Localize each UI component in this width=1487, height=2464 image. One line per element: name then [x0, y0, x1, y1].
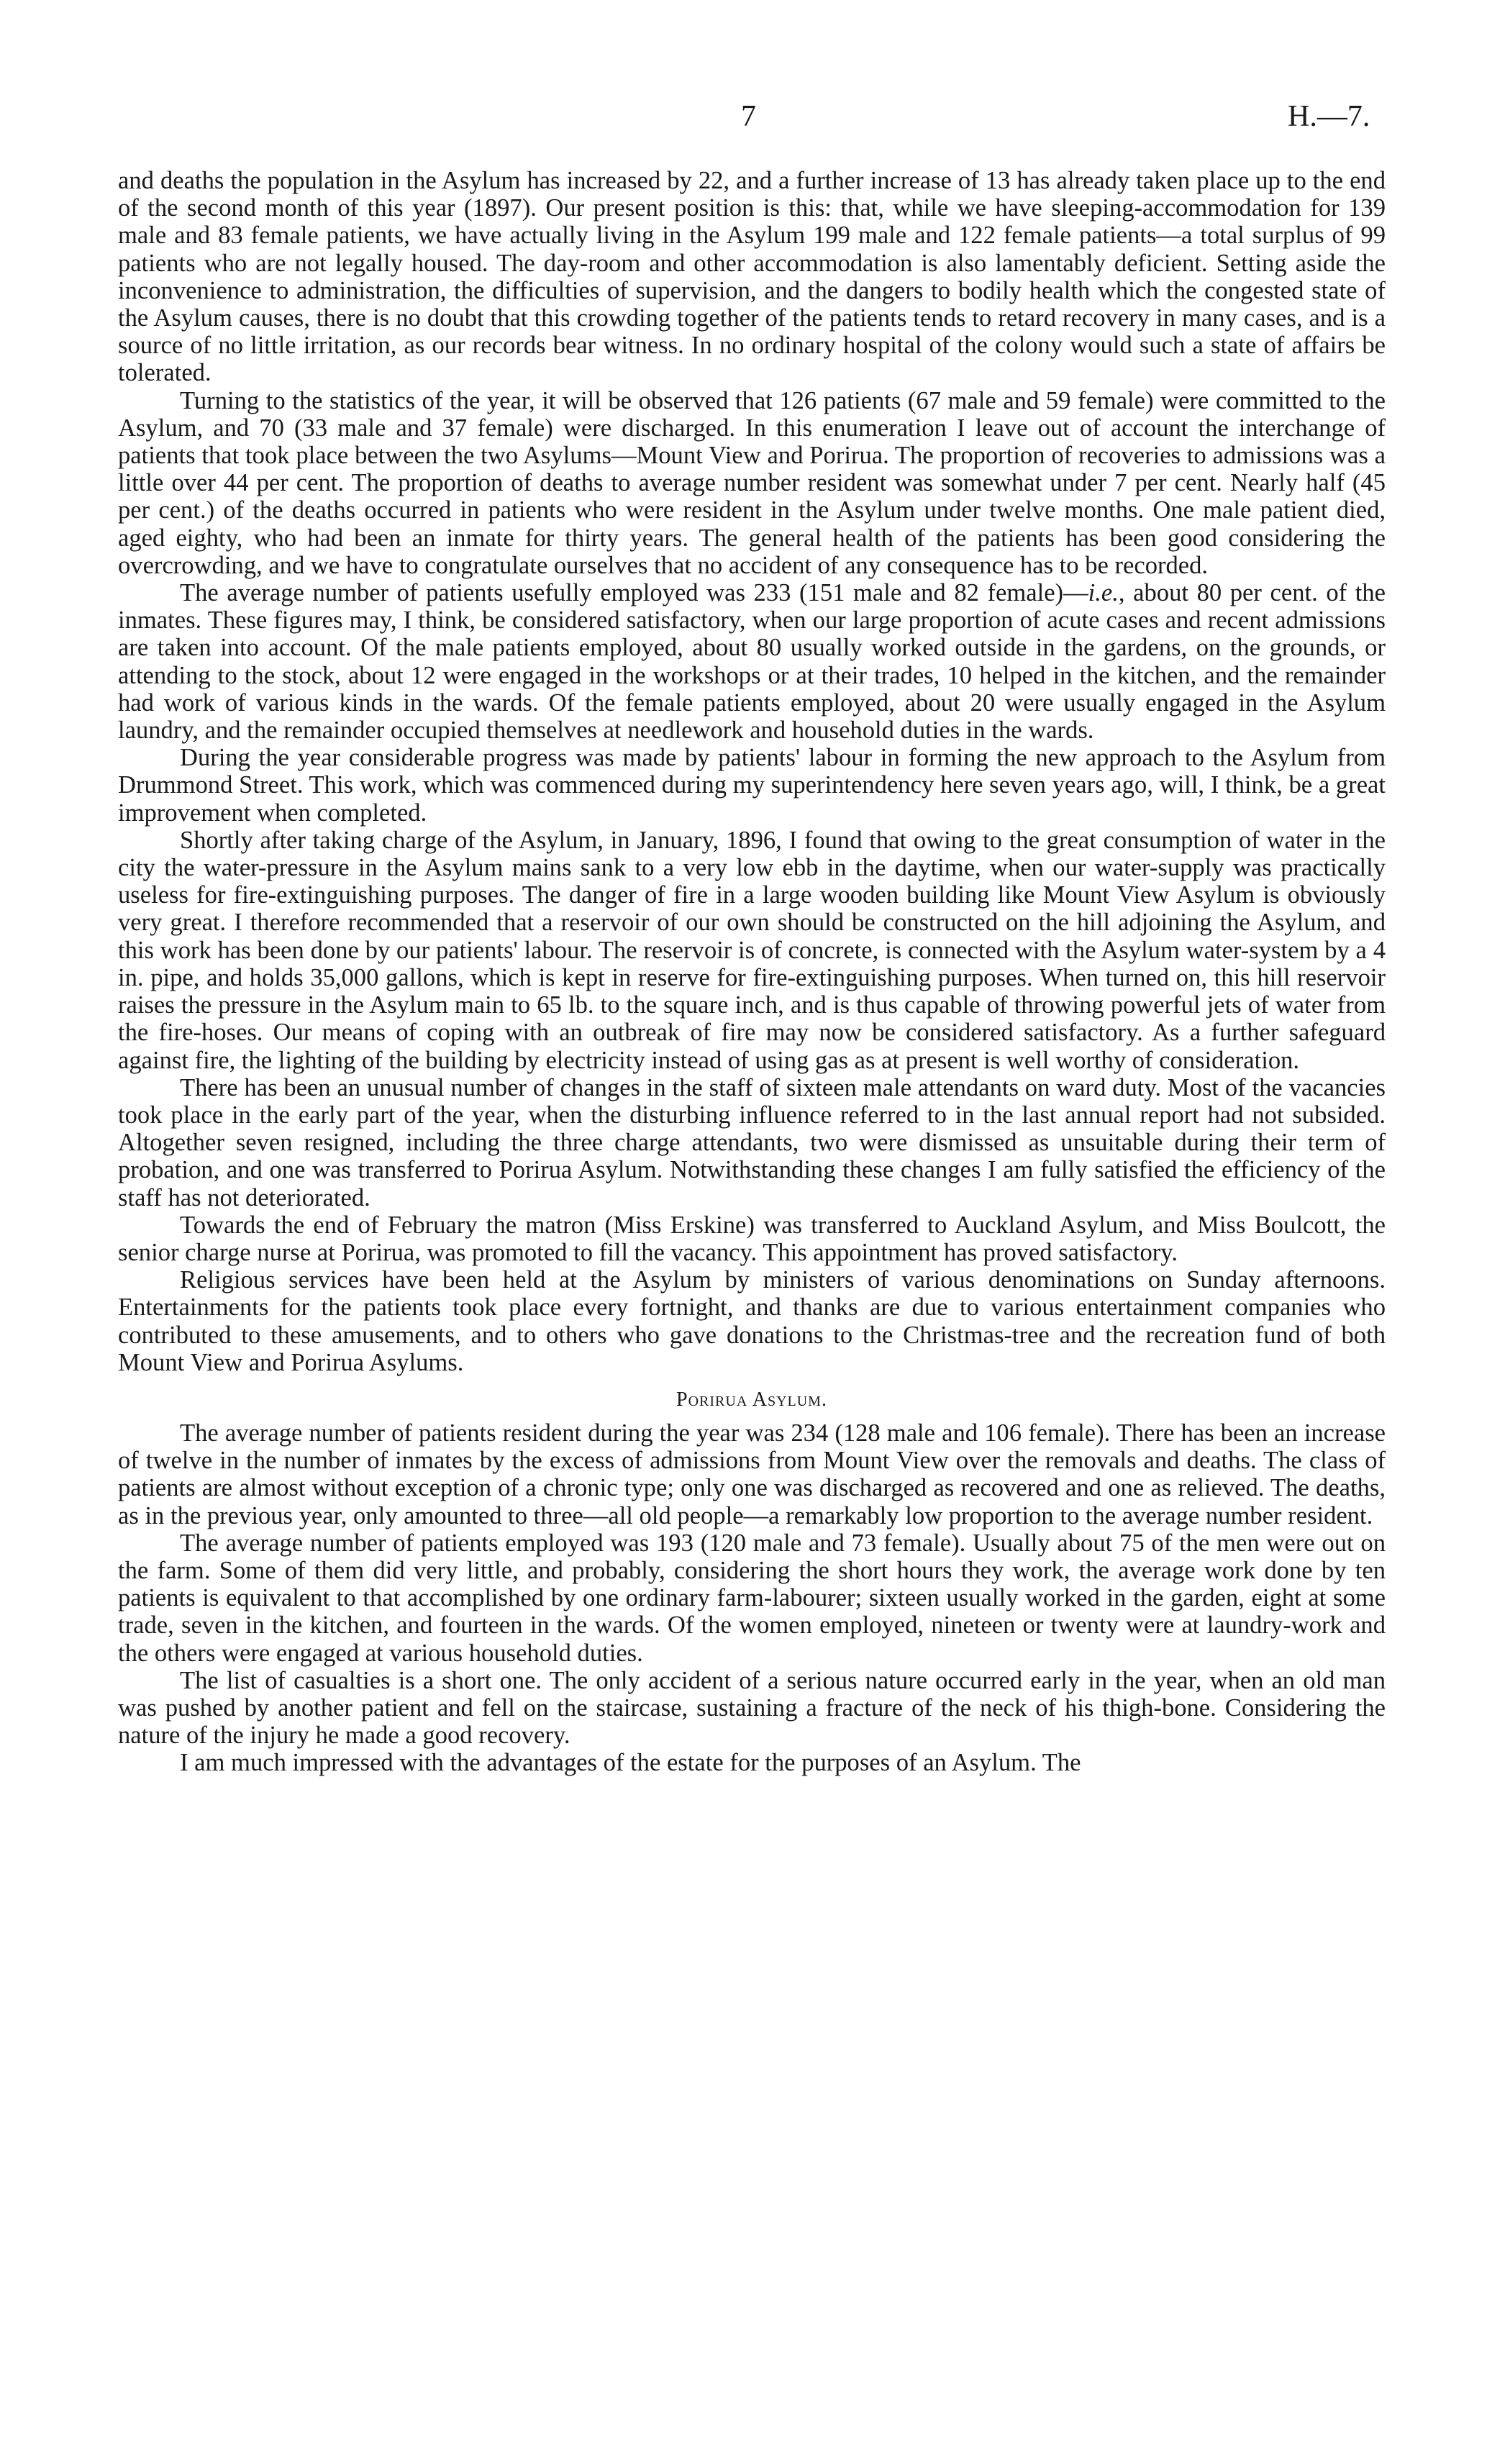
page-number: 7	[741, 100, 756, 133]
paragraph: Towards the end of February the matron (Miss Erskine) was transferred to Auckland Asylum, and Miss Boulcott, the senior charge nurse at Porirua, was promoted to fill the vacancy. This appointment has proved satisfactory.	[118, 1211, 1386, 1266]
paragraph: The list of casualties is a short one. The only accident of a serious nature occurred early in the year, when an old man was pushed by another patient and fell on the staircase, sustaining a fracture of the neck of his thigh-bone. Considering the nature of the injury he made a good recovery.	[118, 1666, 1386, 1750]
page-header	[0, 99, 1487, 142]
paragraph: There has been an unusual number of changes in the staff of sixteen male attendants on ward duty. Most of the vacancies took place in the early part of the year, when the disturbing influence referred to in the last annual report had not subsided. Altogether seven resigned, including the three charge attendants, two were dismissed as unsuitable during their term of probation, and one was transferred to Porirua Asylum. Notwithstanding these changes I am fully satisfied the efficiency of the staff has not deteriorated.	[118, 1073, 1386, 1211]
paragraph-employment	[118, 579, 1386, 744]
body-text	[118, 167, 1386, 1777]
document-reference: H.—7.	[1288, 100, 1370, 133]
paragraph: Religious services have been held at the Asylum by ministers of various denominations on Sunday afternoons. Entertainments for the patients took place every fortnight, and thanks are due to various entertainment companies who contributed to these amusements, and to others who gave donations to the Christmas-tree and the recreation fund of both Mount View and Porirua Asylums.	[118, 1266, 1386, 1376]
paragraph: Turning to the statistics of the year, it will be observed that 126 patients (67 male and 59 female) were committed to the Asylum, and 70 (33 male and 37 female) were discharged. In this enumeration I leave out of account the interchange of patients that took place between the two Asylums—Mount View and Porirua. The proportion of recoveries to admissions was a little over 44 per cent. The proportion of deaths to average number resident was somewhat under 7 per cent. Nearly half (45 per cent.) of the deaths occurred in patients who were resident in the Asylum under twelve months. One male patient died, aged eighty, who had been an inmate for thirty years. The general health of the patients has been good considering the overcrowding, and we have to congratulate ourselves that no accident of any consequence has to be recorded.	[118, 386, 1386, 579]
italic-abbrev: i.e.	[1088, 579, 1119, 607]
section-heading: Porirua Asylum.	[676, 1388, 827, 1411]
paragraph-continued: I am much impressed with the advantages of the estate for the purposes of an Asylum. The	[180, 1749, 1081, 1777]
paragraph-text: The average number of patients usefully employed was 233 (151 male and 82 female)—	[180, 579, 1088, 607]
paragraph: Shortly after taking charge of the Asylum, in January, 1896, I found that owing to the great consumption of water in the city the water-pressure in the Asylum mains sank to a very low ebb in the daytime, when our water-supply was practically useless for fire-extinguishing purposes. The danger of fire in a large wooden building like Mount View Asylum is obviously very great. I therefore recommended that a reservoir of our own should be constructed on the hill adjoining the Asylum, and this work has been done by our patients' labour. The reservoir is of concrete, is connected with the Asylum water-system by a 4 in. pipe, and holds 35,000 gallons, which is kept in reserve for fire-extinguishing purposes. When turned on, this hill reservoir raises the pressure in the Asylum main to 65 lb. to the square inch, and is thus capable of throwing powerful jets of water from the fire-hoses. Our means of coping with an outbreak of fire may now be considered satisfactory. As a further safeguard against fire, the lighting of the building by electricity instead of using gas as at present is well worthy of consideration.	[118, 826, 1386, 1074]
paragraph-text: , about 80 per cent. of the inmates. These figures may, I think, be considered satisfactory, when our large proportion of acute cases and recent admissions are taken into account. Of the male patients employed, about 80 usually worked outside in the gardens, on the grounds, or attending to the stock, about 12 were engaged in the workshops or at their trades, 10 helped in the kitchen, and the remainder had work of various kinds in the wards. Of the female patients employed, about 20 were usually engaged in the Asylum laundry, and the remainder occupied themselves at needlework and household duties in the wards.	[118, 579, 1386, 745]
paragraph: The average number of patients resident during the year was 234 (128 male and 106 female). There has been an increase of twelve in the number of inmates by the excess of admissions from Mount View over the removals and deaths. The class of patients are almost without exception of a chronic type; only one was discharged as recovered and one as relieved. The deaths, as in the previous year, only amounted to three—all old people—a remarkably low proportion to the average number resident.	[118, 1419, 1386, 1529]
paragraph: The average number of patients employed was 193 (120 male and 73 female). Usually about 75 of the men were out on the farm. Some of them did very little, and probably, considering the short hours they work, the average work done by ten patients is equivalent to that accomplished by one ordinary farm-labourer; sixteen usually worked in the garden, eight at some trade, seven in the kitchen, and fourteen in the wards. Of the women employed, nineteen or twenty were at laundry-work and the others were engaged at various household duties.	[118, 1529, 1386, 1667]
paragraph: During the year considerable progress was made by patients' labour in forming the new approach to the Asylum from Drummond Street. This work, which was commenced during my superintendency here seven years ago, will, I think, be a great improvement when completed.	[118, 744, 1386, 827]
paragraph: and deaths the population in the Asylum has increased by 22, and a further increase of 13 has already taken place up to the end of the second month of this year (1897). Our present position is this: that, while we have sleeping-accommodation for 139 male and 83 female patients, we have actually living in the Asylum 199 male and 122 female patients—a total surplus of 99 patients who are not legally housed. The day-room and other accommodation is also lamentably deficient. Setting aside the inconvenience to administration, the difficulties of supervision, and the dangers to bodily health which the congested state of the Asylum causes, there is no doubt that this crowding together of the patients tends to retard recovery in many cases, and is a source of no little irritation, as our records bear witness. In no ordinary hospital of the colony would such a state of affairs be tolerated.	[118, 167, 1386, 387]
